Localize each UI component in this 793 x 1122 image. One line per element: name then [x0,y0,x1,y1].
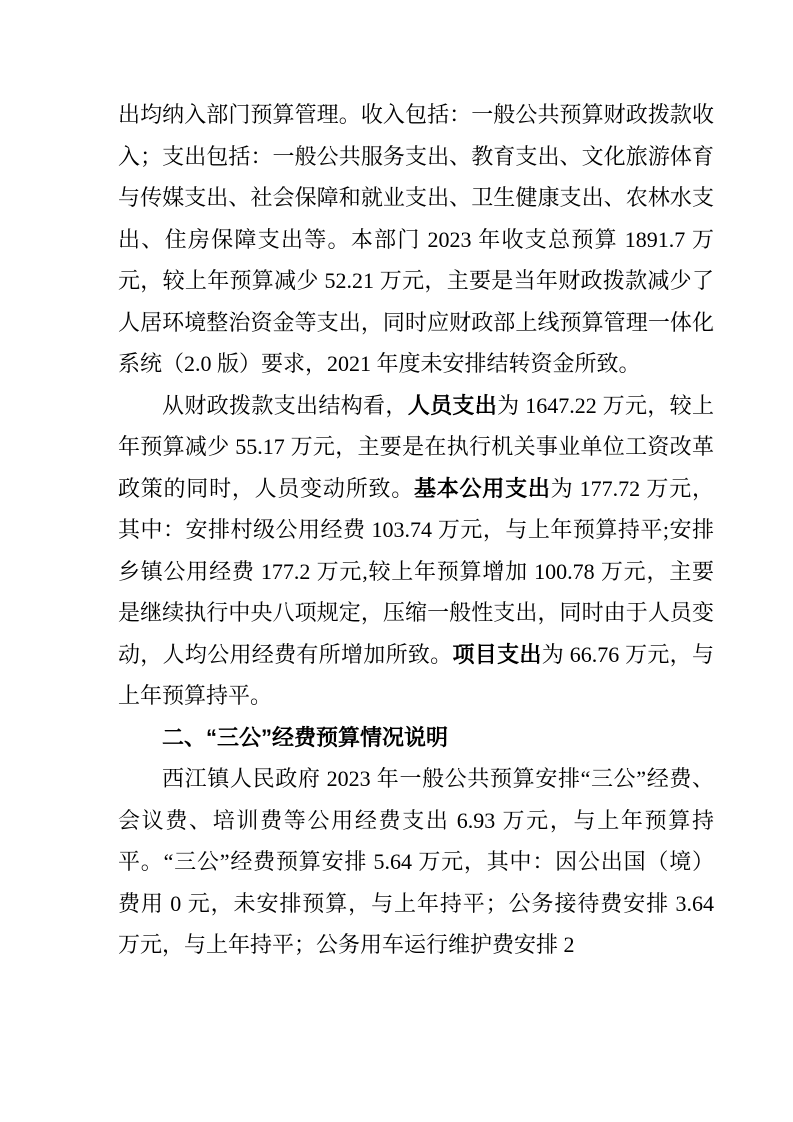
body-paragraph-expenditure-structure [118,385,714,717]
text-run: 为 177.72 万元，其中：安排村级公用经费 103.74 万元，与上年预算持平;安排乡镇公用经费 177.2 万元,较上年预算增加 100.78 万元，主要是继续执行中央八项规定，压缩一般性支出，同时由于人员变动，人均公用经费有所增加所致。 [118,475,714,667]
section-heading-three-public-funds [118,717,714,759]
text-run: 从财政拨款支出结构看， [162,392,408,418]
text-run: 出均纳入部门预算管理。收入包括：一般公共预算财政拨款收入；支出包括：一般公共服务支出、教育支出、文化旅游体育与传媒支出、社会保障和就业支出、卫生健康支出、农林水支出、住房保障支出等。本部门 2023 年收支总预算 1891.7 万元，较上年预算减少 52.21 万元，主要是当年财政拨款减少了人居环境整治资金等支出，同时应财政部上线预算管理一体化系统（2.0 版）要求，2021 年度未安排结转资金所致。 [118,102,714,376]
text-run: 二、“三公”经费预算情况说明 [162,724,449,750]
body-paragraph-revenue-expenditure [118,94,714,385]
text-run: 为 66.76 万元，与上年预算持平。 [118,641,714,708]
emphasized-text-run: 基本公用支出 [414,475,551,501]
emphasized-text-run: 人员支出 [407,392,498,418]
document-content [118,94,714,966]
text-run: 为 1647.22 万元，较上年预算减少 55.17 万元，主要是在执行机关事业单位工资改革政策的同时，人员变动所致。 [118,392,714,501]
text-run: 西江镇人民政府 2023 年一般公共预算安排“三公”经费、会议费、培训费等公用经费支出 6.93 万元，与上年预算持平。“三公”经费预算安排 5.64 万元，其中：因公出国（境）费用 0 元，未安排预算，与上年持平；公务接待费安排 3.64 万元，与上年持平；公务用车运行维护费安排 2 [118,766,714,957]
emphasized-text-run: 项目支出 [452,641,542,667]
body-paragraph-three-public-funds-detail [118,758,714,966]
